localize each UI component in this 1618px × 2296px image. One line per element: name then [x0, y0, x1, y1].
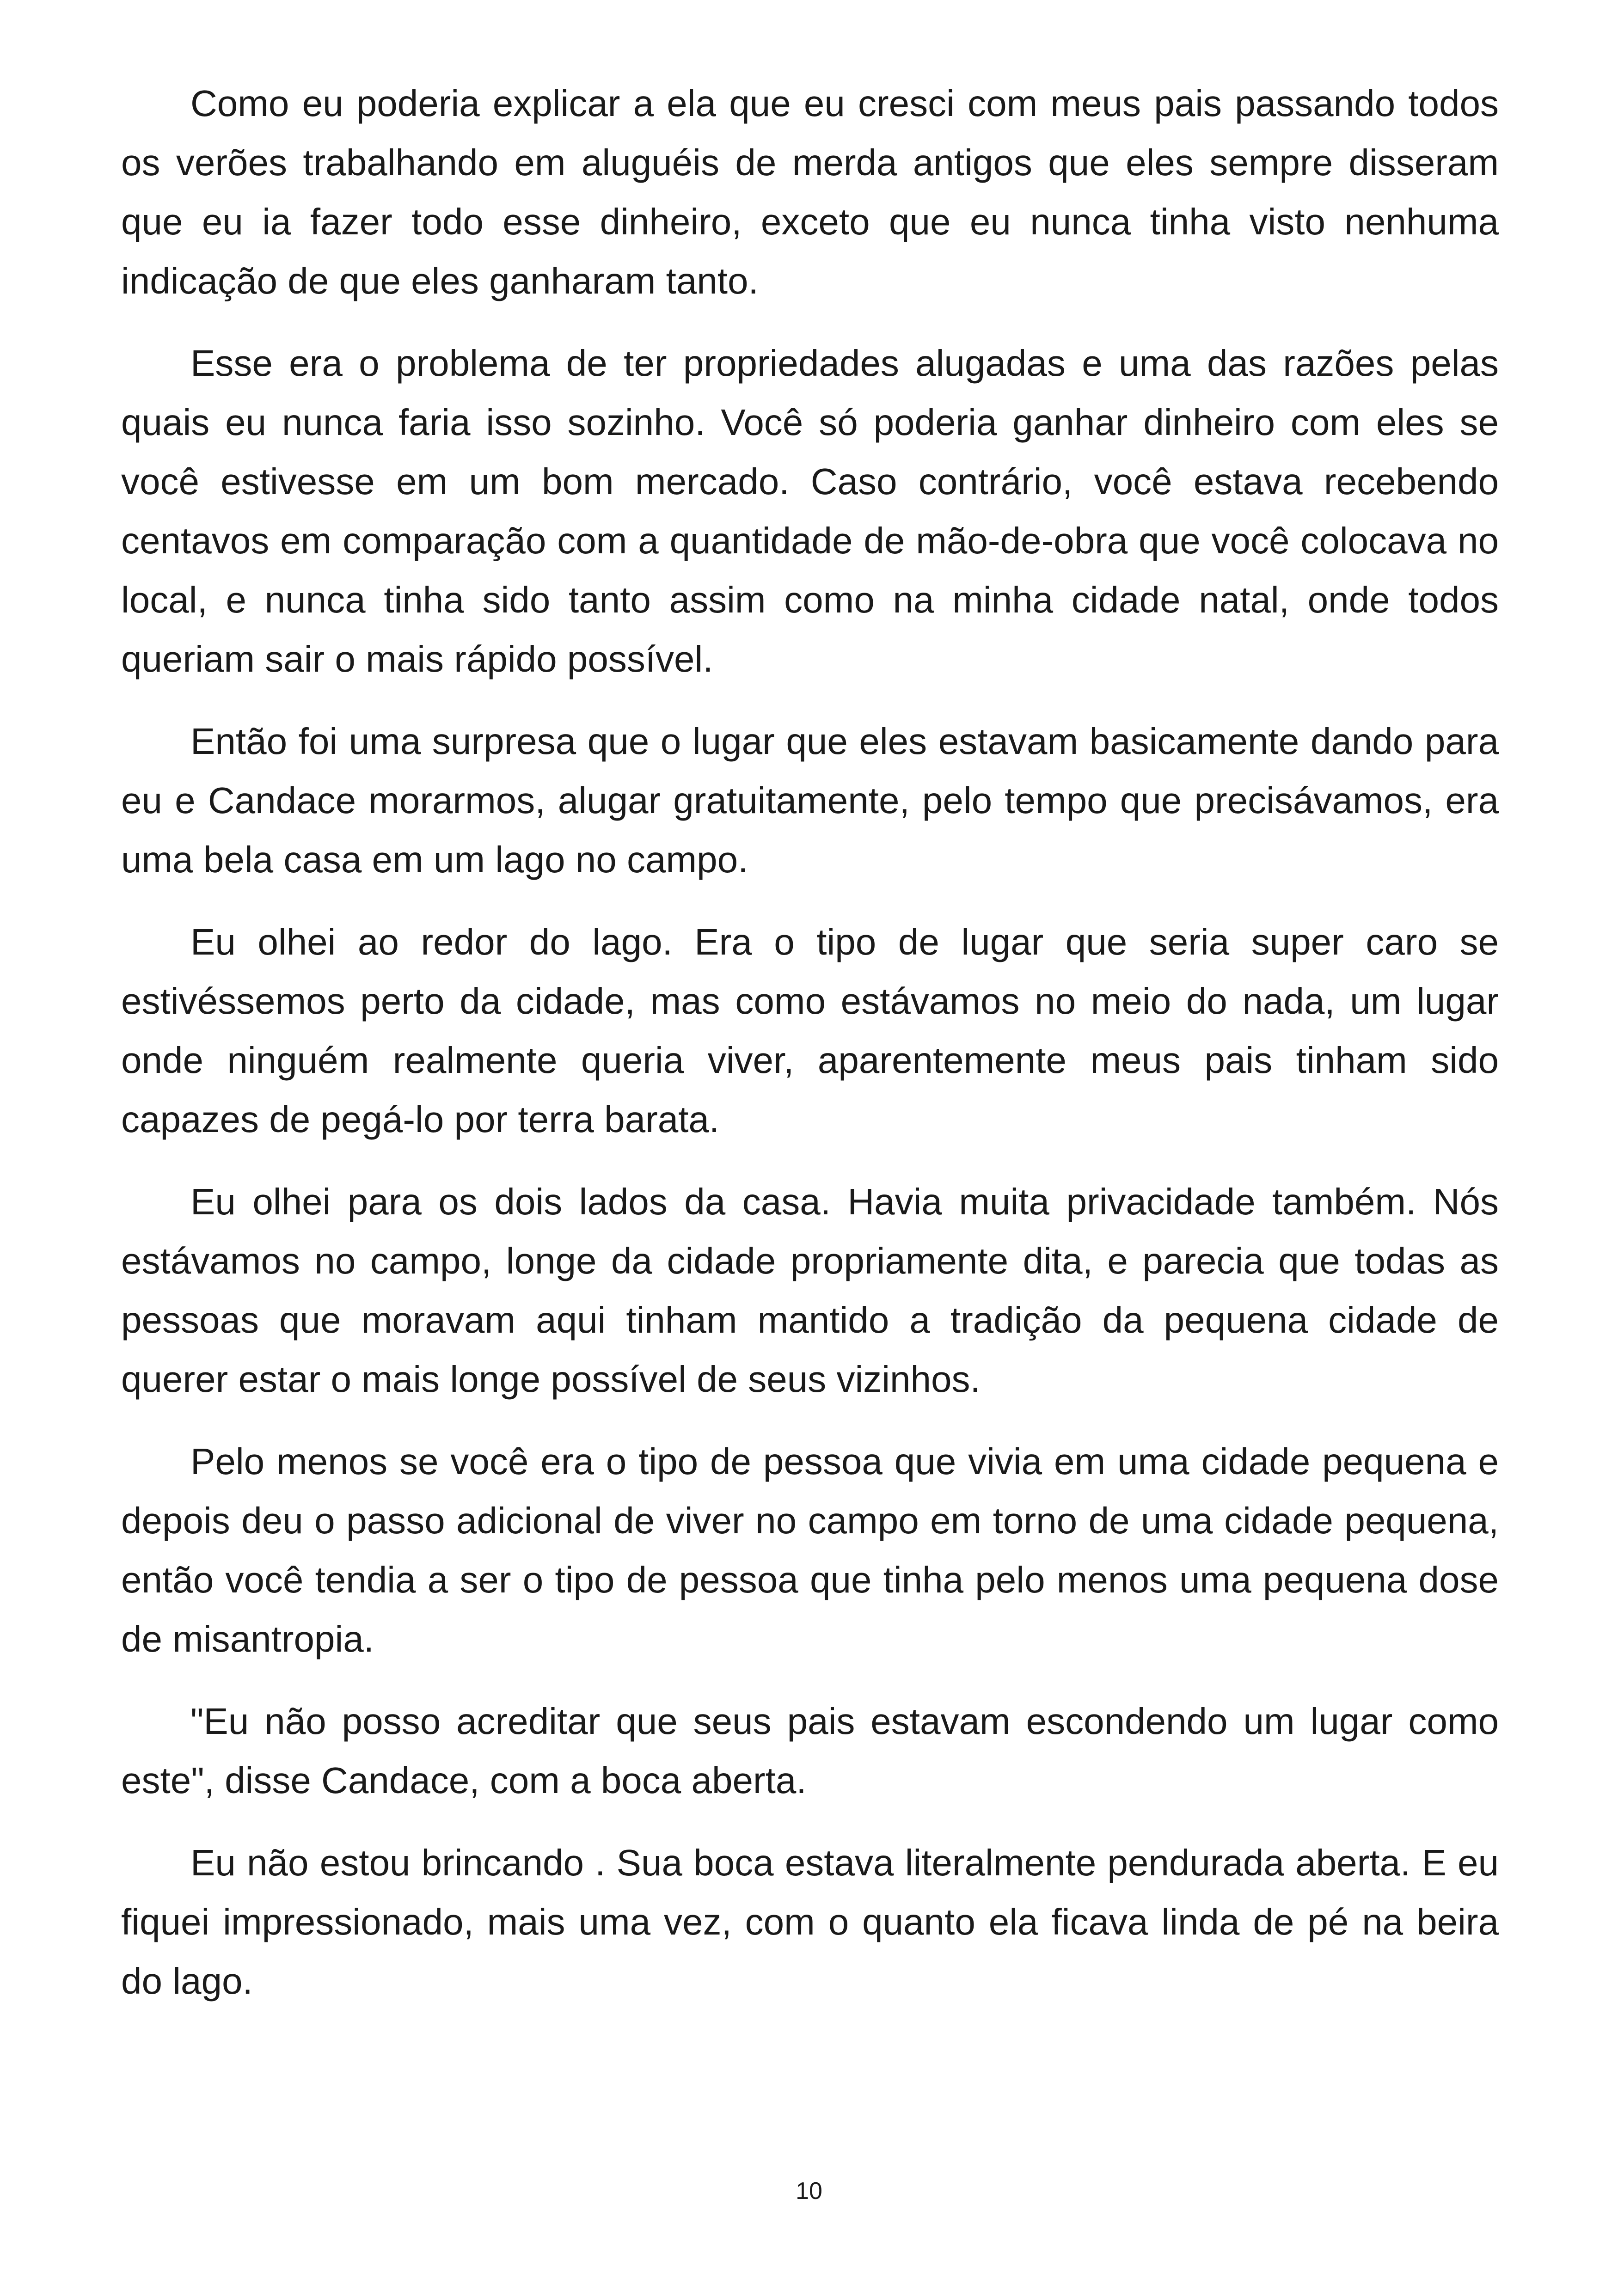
- paragraph-7: "Eu não posso acreditar que seus pais estavam escondendo um lugar como este", disse Candace, com a boca aberta.: [121, 1701, 1499, 1801]
- paragraph-3: Então foi uma surpresa que o lugar que eles estavam basicamente dando para eu e Candace morarmos, alugar gratuitamente, pelo tempo que precisávamos, era uma bela casa em um lago no campo.: [121, 721, 1499, 880]
- paragraph-5: Eu olhei para os dois lados da casa. Havia muita privacidade também. Nós estávamos no campo, longe da cidade propriamente dita, e parecia que todas as pessoas que moravam aqui tinham mantido a tradição da pequena cidade de querer estar o mais longe possível de seus vizinhos.: [121, 1181, 1499, 1400]
- page-number: 10: [796, 2178, 822, 2204]
- paragraph-4: Eu olhei ao redor do lago. Era o tipo de lugar que seria super caro se estivéssemos perto da cidade, mas como estávamos no meio do nada, um lugar onde ninguém realmente queria viver, aparentemente meus pais tinham sido capazes de pegá-lo por terra barata.: [121, 921, 1499, 1140]
- paragraph-1: Como eu poderia explicar a ela que eu cresci com meus pais passando todos os verões trabalhando em aluguéis de merda antigos que eles sempre disseram que eu ia fazer todo esse dinheiro, exceto que eu nunca tinha visto nenhuma indicação de que eles ganharam tanto.: [121, 83, 1499, 301]
- body-text: [121, 74, 1499, 2034]
- paragraph-2: Esse era o problema de ter propriedades alugadas e uma das razões pelas quais eu nunca faria isso sozinho. Você só poderia ganhar dinheiro com eles se você estivesse em um bom mercado. Caso contrário, você estava recebendo centavos em comparação com a quantidade de mão-de-obra que você colocava no local, e nunca tinha sido tanto assim como na minha cidade natal, onde todos queriam sair o mais rápido possível.: [121, 343, 1499, 680]
- paragraph-8: Eu não estou brincando . Sua boca estava literalmente pendurada aberta. E eu fiquei impressionado, mais uma vez, com o quanto ela ficava linda de pé na beira do lago.: [121, 1842, 1499, 2002]
- paragraph-6: Pelo menos se você era o tipo de pessoa que vivia em uma cidade pequena e depois deu o passo adicional de viver no campo em torno de uma cidade pequena, então você tendia a ser o tipo de pessoa que tinha pelo menos uma pequena dose de misantropia.: [121, 1441, 1499, 1659]
